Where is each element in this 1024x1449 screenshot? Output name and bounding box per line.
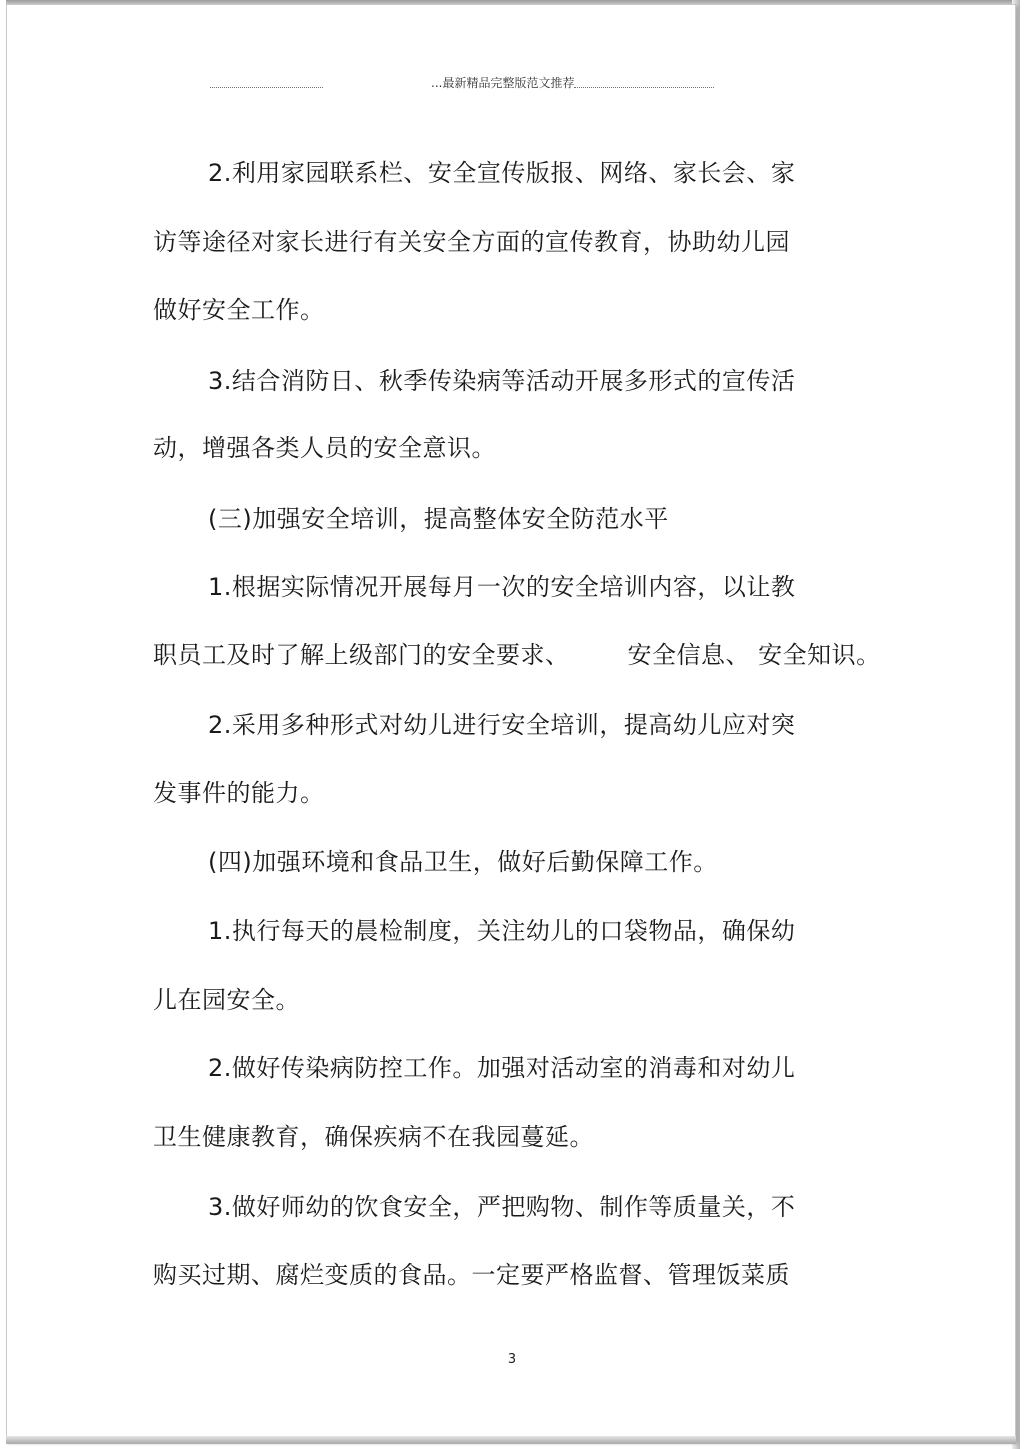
body-line: 做好安全工作。 xyxy=(153,296,325,324)
header-text: ...最新精品完整版范文推荐 xyxy=(431,75,575,90)
body-line: 3.做好师幼的饮食安全，严把购物、制作等质量关，不 xyxy=(208,1193,796,1221)
body-line: 2.做好传染病防控工作。加强对活动室的消毒和对幼儿 xyxy=(208,1054,796,1082)
body-line: 购买过期、腐烂变质的食品。一定要严格监督、管理饭菜质 xyxy=(153,1261,790,1289)
page-header xyxy=(210,72,714,92)
body-line: 动，增强各类人员的安全意识。 xyxy=(153,434,496,462)
section-heading: (三)加强安全培训，提高整体安全防范水平 xyxy=(208,505,669,533)
body-line: 访等途径对家长进行有关安全方面的宣传教育，协助幼儿园 xyxy=(153,228,790,256)
body-line: 1.执行每天的晨检制度，关注幼儿的口袋物品，确保幼 xyxy=(208,917,796,945)
page-number: 3 xyxy=(507,1352,517,1367)
body-line-part: 职员工及时了解上级部门的安全要求、 xyxy=(153,641,570,669)
body-line: 1.根据实际情况开展每月一次的安全培训内容，以让教 xyxy=(208,573,796,601)
header-rule-right xyxy=(574,87,714,88)
header-rule-left xyxy=(210,87,323,88)
section-heading: (四)加强环境和食品卫生，做好后勤保障工作。 xyxy=(208,848,718,876)
body-line: 发事件的能力。 xyxy=(153,779,325,807)
body-line xyxy=(153,640,881,670)
body-line: 2.利用家园联系栏、安全宣传版报、网络、家长会、家 xyxy=(208,159,796,187)
body-line: 2.采用多种形式对幼儿进行安全培训，提高幼儿应对突 xyxy=(208,711,796,739)
body-line-part: 安全信息、 安全知识。 xyxy=(627,641,881,669)
body-line: 3.结合消防日、秋季传染病等活动开展多形式的宣传活 xyxy=(208,367,796,395)
body-line: 儿在园安全。 xyxy=(153,986,300,1014)
page-bottom-edge xyxy=(6,1436,1016,1444)
body-line: 卫生健康教育，确保疾病不在我园蔓延。 xyxy=(153,1123,594,1151)
